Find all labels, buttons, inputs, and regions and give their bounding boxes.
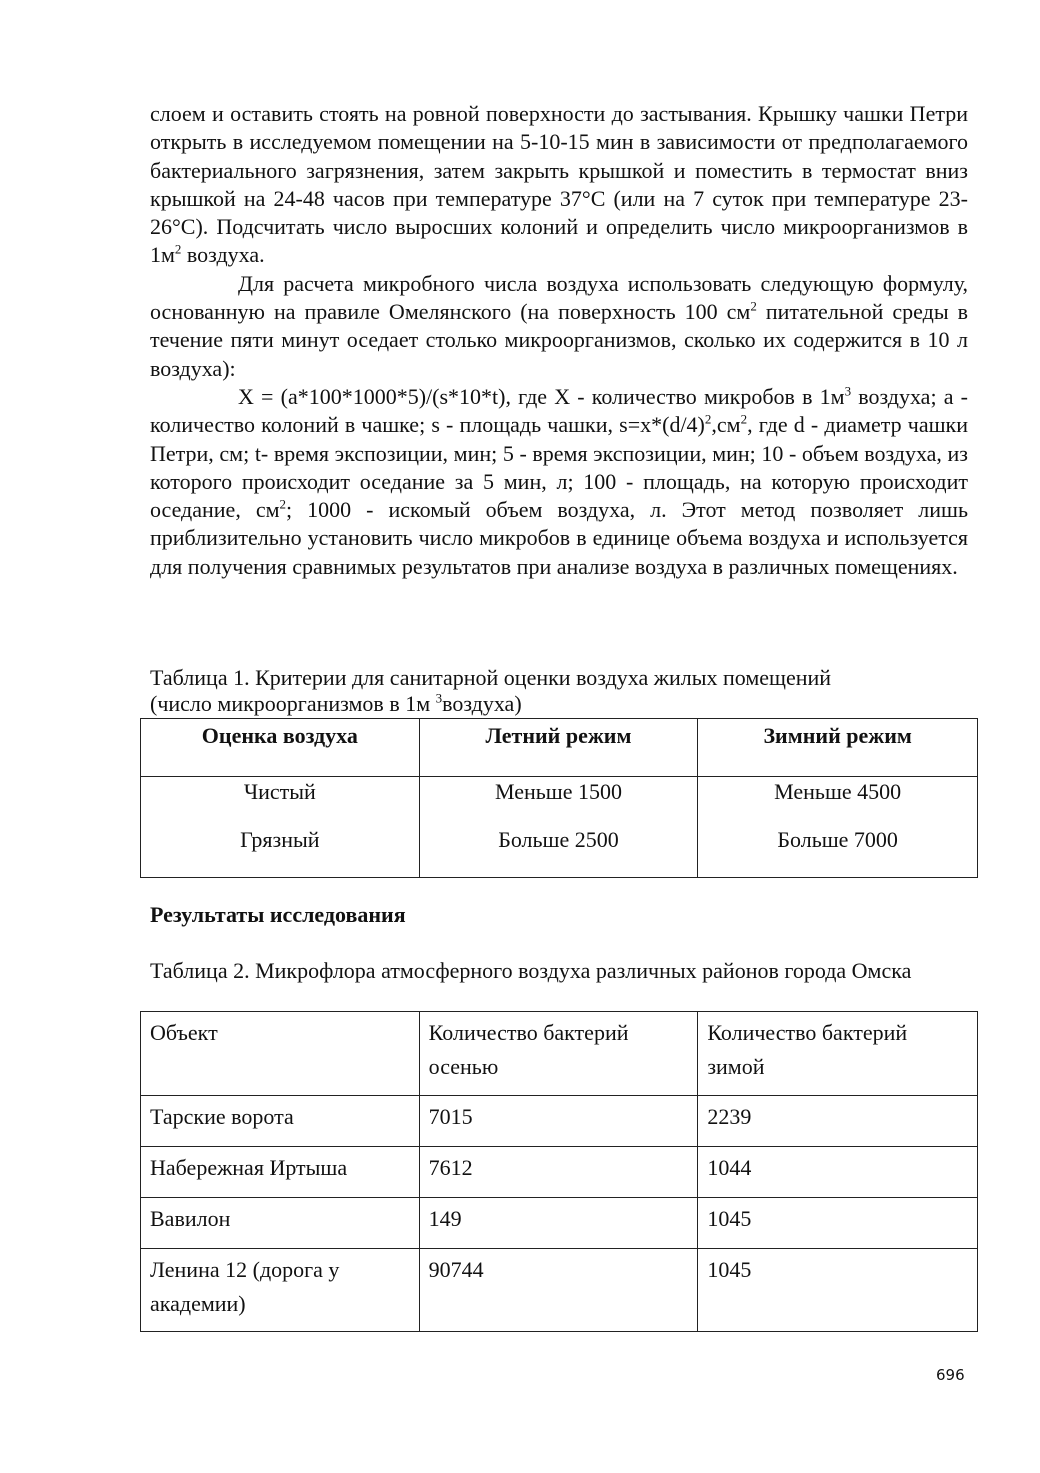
table-cell: Меньше 4500 Больше 7000 — [698, 777, 978, 878]
table-cell: Ленина 12 (дорога у академии) — [141, 1249, 420, 1332]
table-row — [141, 1096, 978, 1147]
table-row — [141, 1147, 978, 1198]
paragraph-1: слоем и оставить стоять на ровной поверхности до застывания. Крышку чашки Петри открыть в исследуемом помещении на 5-10-15 мин в зависимости от предполагаемого бактериального загрязнения, затем закрыть крышкой и поместить в термостат вниз крышкой на 24-48 часов при температуре 37°С (или на 7 суток при температуре 23-26°С). Подсчитать число выросших колоний и определить число микроорганизмов в $1м^2$ воздуха. — [150, 101, 968, 268]
table1-air-criteria — [140, 718, 978, 878]
table-cell: Вавилон — [141, 1198, 420, 1249]
table-header-cell: Объект — [141, 1012, 420, 1096]
table-cell: 7612 — [419, 1147, 698, 1198]
table-cell: 7015 — [419, 1096, 698, 1147]
page-number: 696 — [936, 1366, 965, 1384]
table-header-cell: Количество бактерий зимой — [698, 1012, 978, 1096]
table-cell: 1045 — [698, 1198, 978, 1249]
table-cell: Чистый Грязный — [141, 777, 420, 878]
table-cell: Набережная Иртыша — [141, 1147, 420, 1198]
table-header-cell: Летний режим — [419, 719, 698, 777]
table-header-cell: Зимний режим — [698, 719, 978, 777]
table2-caption: Таблица 2. Микрофлора атмосферного воздуха различных районов города Омска — [150, 958, 912, 983]
table-row — [141, 1249, 978, 1332]
table-cell: 1045 — [698, 1249, 978, 1332]
table-cell: 90744 — [419, 1249, 698, 1332]
section-title: Результаты исследования — [150, 902, 406, 927]
table-row — [141, 1198, 978, 1249]
table-cell: Меньше 1500 Больше 2500 — [419, 777, 698, 878]
table-cell: 2239 — [698, 1096, 978, 1147]
table-cell: Тарские ворота — [141, 1096, 420, 1147]
table-row — [141, 777, 978, 878]
paragraph-3-formula: X = (a*100*1000*5)/(s*10*t), где X - количество микробов в $1м^3$ воздуха; a - количество колоний в чашке; s - площадь чашки, $s=x*(d/4)^2,см^2$, где d - диаметр чашки Петри, см; t- время экспозиции, мин; 5 - время экспозиции, мин; 10 - объем воздуха, из которого происходит оседание за 5 мин, л; 100 - площадь, на которую происходит оседание, $см^2$; 1000 - искомый объем воздуха, л. Этот метод позволяет лишь приблизительно установить число микробов в единице объема воздуха и используется для получения сравнимых результатов при анализе воздуха в различных помещениях. — [150, 383, 968, 579]
table-header-cell: Оценка воздуха — [141, 719, 420, 777]
paragraph-2: Для расчета микробного числа воздуха использовать следующую формулу, основанную на правиле Омелянского (на поверхность 100 $см^2$ питательной среды в течение пяти минут оседает столько микроорганизмов, сколько их содержится в 10 л воздуха): — [150, 270, 968, 381]
table1-caption: Таблица 1. Критерии для санитарной оценки воздуха жилых помещений (число микроорганизмов в 1м $^3$воздуха) — [150, 665, 832, 716]
table-header-row — [141, 1012, 978, 1096]
table-header-cell: Количество бактерий осенью — [419, 1012, 698, 1096]
table-cell: 149 — [419, 1198, 698, 1249]
table-cell: 1044 — [698, 1147, 978, 1198]
body-text — [150, 100, 968, 581]
table-header-row — [141, 719, 978, 777]
table2-microflora — [140, 1011, 978, 1332]
